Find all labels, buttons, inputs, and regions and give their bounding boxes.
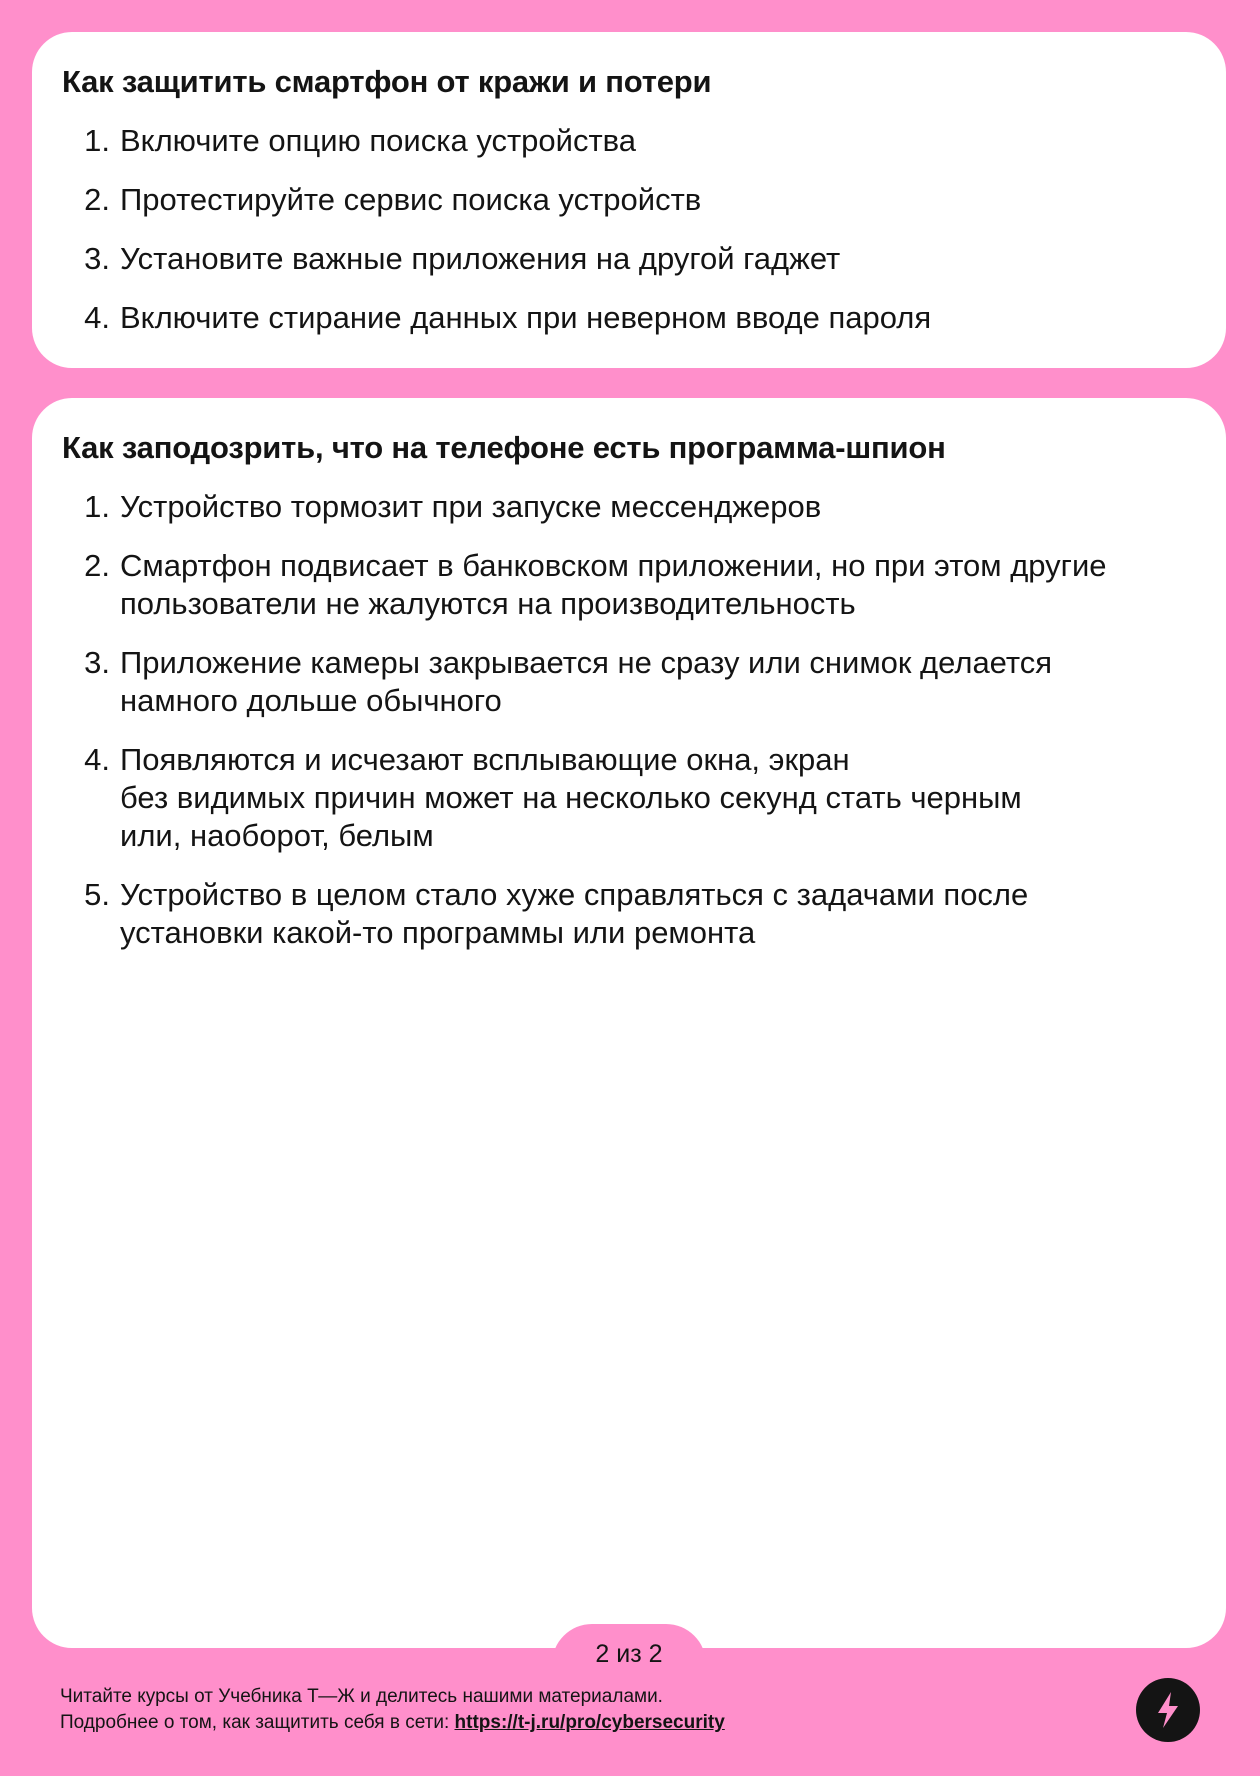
lightning-bolt-icon [1136, 1678, 1200, 1742]
item-number: 5. [84, 877, 110, 912]
item-text: Включите опцию поиска устройства [120, 123, 637, 158]
card-theft-protection [32, 32, 1226, 368]
tj-logo [1136, 1678, 1200, 1742]
footer-more-text: Подробнее о том, как защитить себя в сети: [60, 1712, 455, 1733]
item-text: Смартфон подвисает в банковском приложении, но при этом другие пользователи не жалуются на производительность [120, 548, 1107, 621]
item-text: Установите важные приложения на другой гаджет [120, 241, 841, 276]
footer-line-courses: Читайте курсы от Учебника Т—Ж и делитесь нашими материалами. [60, 1686, 663, 1707]
section-title-theft: Как защитить смартфон от кражи и потери [62, 64, 712, 99]
list-item [62, 547, 1196, 623]
card-spyware-signs [32, 398, 1226, 1648]
list-item [62, 876, 1196, 952]
list-item [62, 181, 1196, 219]
list-item [62, 299, 1196, 337]
list-theft-steps [62, 122, 1196, 337]
item-text: Приложение камеры закрывается не сразу или снимок делается намного дольше обычного [120, 645, 1053, 718]
item-number: 4. [84, 300, 110, 335]
list-item [62, 741, 1196, 855]
item-text: Протестируйте сервис поиска устройств [120, 182, 702, 217]
item-text: Появляются и исчезают всплывающие окна, экран без видимых причин может на несколько секунд стать черным или, наоборот, белым [120, 742, 1022, 853]
item-text: Устройство в целом стало хуже справляться с задачами после установки какой-то программы или ремонта [120, 877, 1029, 950]
item-number: 2. [84, 548, 110, 583]
item-text: Устройство тормозит при запуске мессенджеров [120, 489, 822, 524]
list-item [62, 240, 1196, 278]
item-number: 3. [84, 241, 110, 276]
cybersecurity-link[interactable]: https://t-j.ru/pro/cybersecurity [454, 1712, 725, 1733]
footer [60, 1684, 725, 1736]
item-number: 1. [84, 489, 110, 524]
list-item [62, 122, 1196, 160]
footer-line-more [60, 1710, 725, 1736]
page-indicator: 2 из 2 [552, 1624, 706, 1684]
section-title-spyware: Как заподозрить, что на телефоне есть программа-шпион [62, 430, 946, 465]
item-number: 2. [84, 182, 110, 217]
list-spyware-signs [62, 488, 1196, 952]
item-number: 1. [84, 123, 110, 158]
list-item [62, 644, 1196, 720]
item-number: 3. [84, 645, 110, 680]
list-item [62, 488, 1196, 526]
item-number: 4. [84, 742, 110, 777]
item-text: Включите стирание данных при неверном вводе пароля [120, 300, 932, 335]
